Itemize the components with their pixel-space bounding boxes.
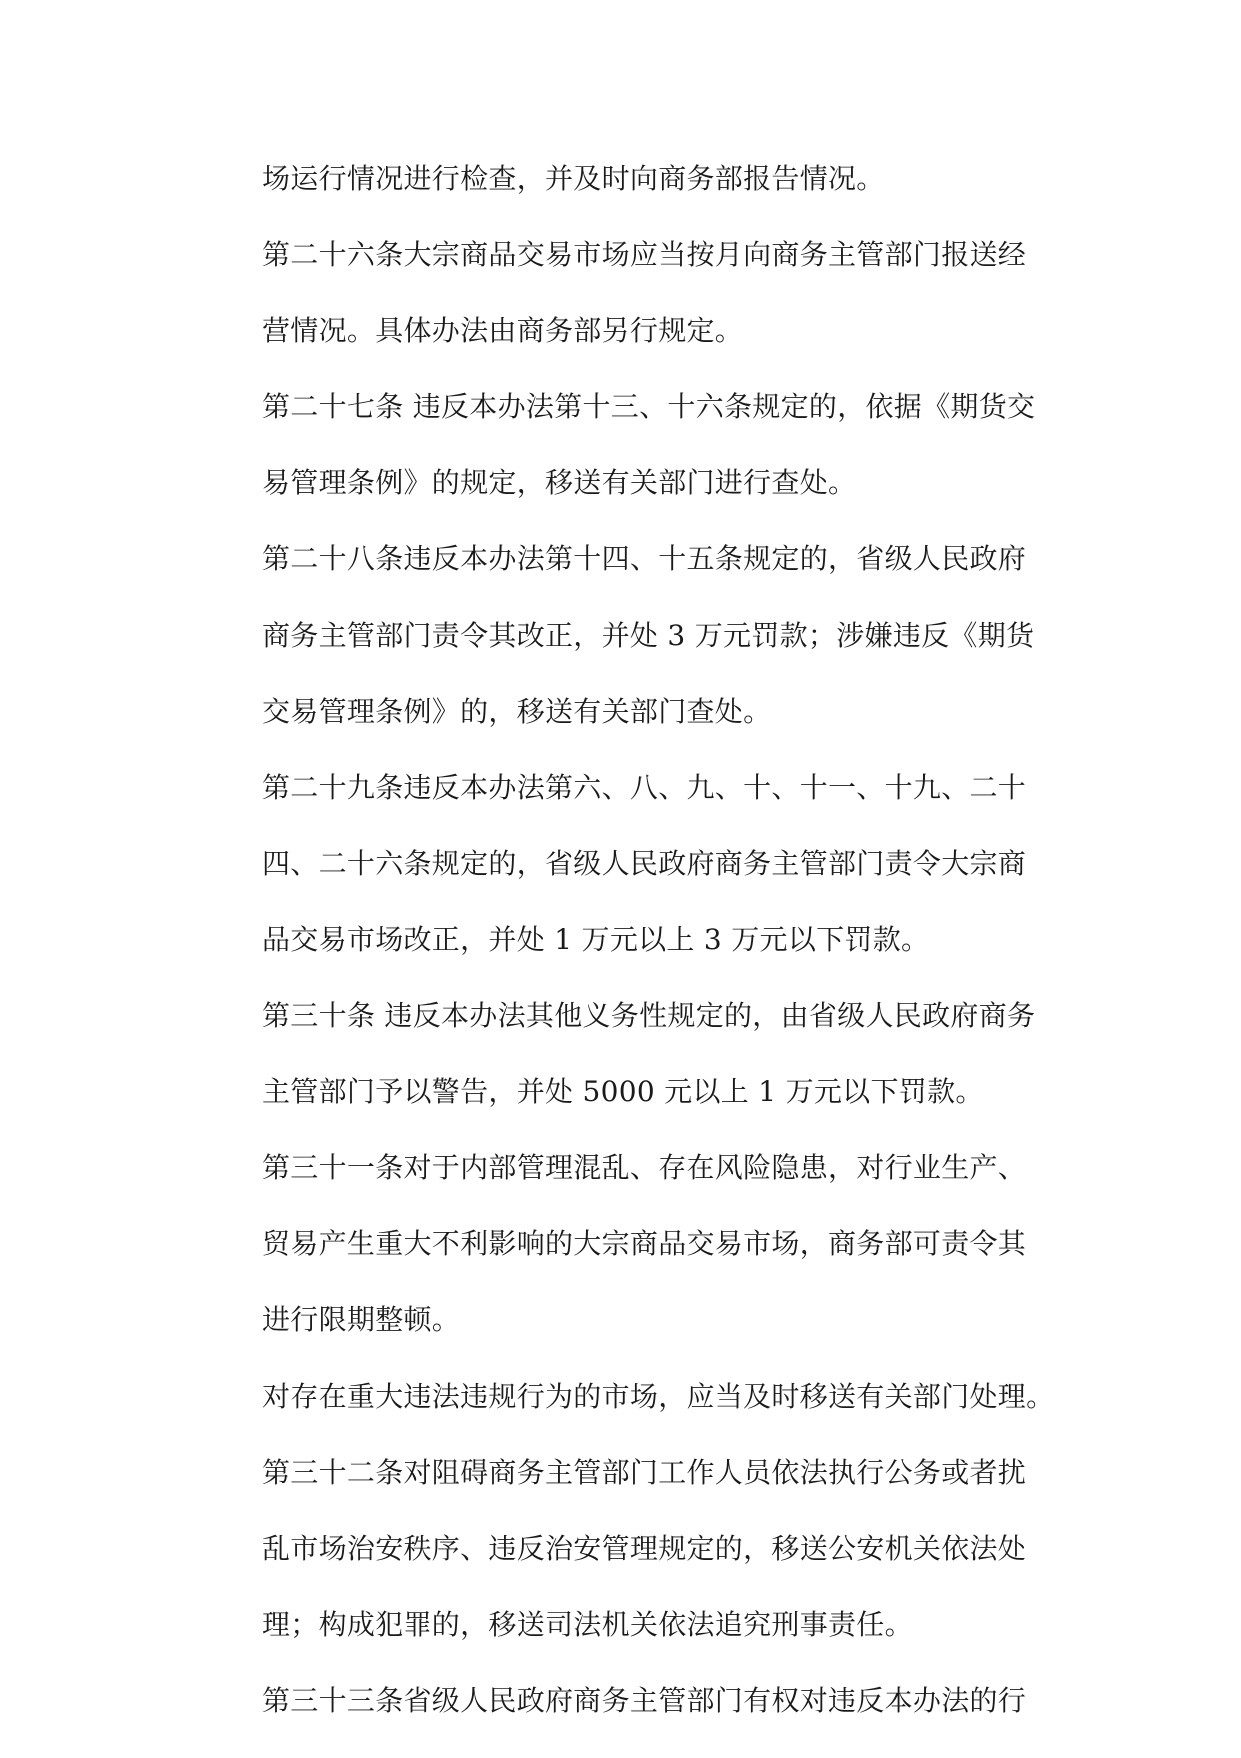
text-line: 乱市场治安秩序、违反治安管理规定的，移送公安机关依法处 xyxy=(262,1531,1027,1565)
text-line: 贸易产生重大不利影响的大宗商品交易市场，商务部可责令其 xyxy=(262,1227,1027,1261)
text-line: 营情况。具体办法由商务部另行规定。 xyxy=(262,314,744,348)
text-line: 主管部门予以警告，并处 5000 元以上 1 万元以下罚款。 xyxy=(262,1075,984,1109)
text-line: 第二十七条 违反本办法第十三、十六条规定的，依据《期货交 xyxy=(262,390,1036,424)
text-line: 进行限期整顿。 xyxy=(262,1303,461,1337)
text-line: 第三十条 违反本办法其他义务性规定的，由省级人民政府商务 xyxy=(262,999,1036,1033)
text-line: 第三十二条对阻碍商务主管部门工作人员依法执行公务或者扰 xyxy=(262,1455,1027,1489)
text-line: 理；构成犯罪的，移送司法机关依法追究刑事责任。 xyxy=(262,1607,913,1641)
text-line: 交易管理条例》的，移送有关部门查处。 xyxy=(262,694,772,728)
text-line: 第三十三条省级人民政府商务主管部门有权对违反本办法的行 xyxy=(262,1683,1027,1717)
text-line: 易管理条例》的规定，移送有关部门进行查处。 xyxy=(262,466,857,500)
text-line: 第三十一条对于内部管理混乱、存在风险隐患，对行业生产、 xyxy=(262,1151,1027,1185)
text-line: 场运行情况进行检查，并及时向商务部报告情况。 xyxy=(262,162,885,195)
text-line: 商务主管部门责令其改正，并处 3 万元罚款；涉嫌违反《期货 xyxy=(262,618,1035,652)
text-line: 第二十九条违反本办法第六、八、九、十、十一、十九、二十 xyxy=(262,770,1027,804)
text-line: 对存在重大违法违规行为的市场，应当及时移送有关部门处理。 xyxy=(262,1379,1055,1413)
text-line: 品交易市场改正，并处 1 万元以上 3 万元以下罚款。 xyxy=(262,922,930,956)
text-line: 第二十八条违反本办法第十四、十五条规定的，省级人民政府 xyxy=(262,542,1027,576)
text-line: 四、二十六条规定的，省级人民政府商务主管部门责令大宗商 xyxy=(262,846,1027,880)
text-line: 第二十六条大宗商品交易市场应当按月向商务主管部门报送经 xyxy=(262,238,1027,272)
document-body xyxy=(262,160,1062,1758)
